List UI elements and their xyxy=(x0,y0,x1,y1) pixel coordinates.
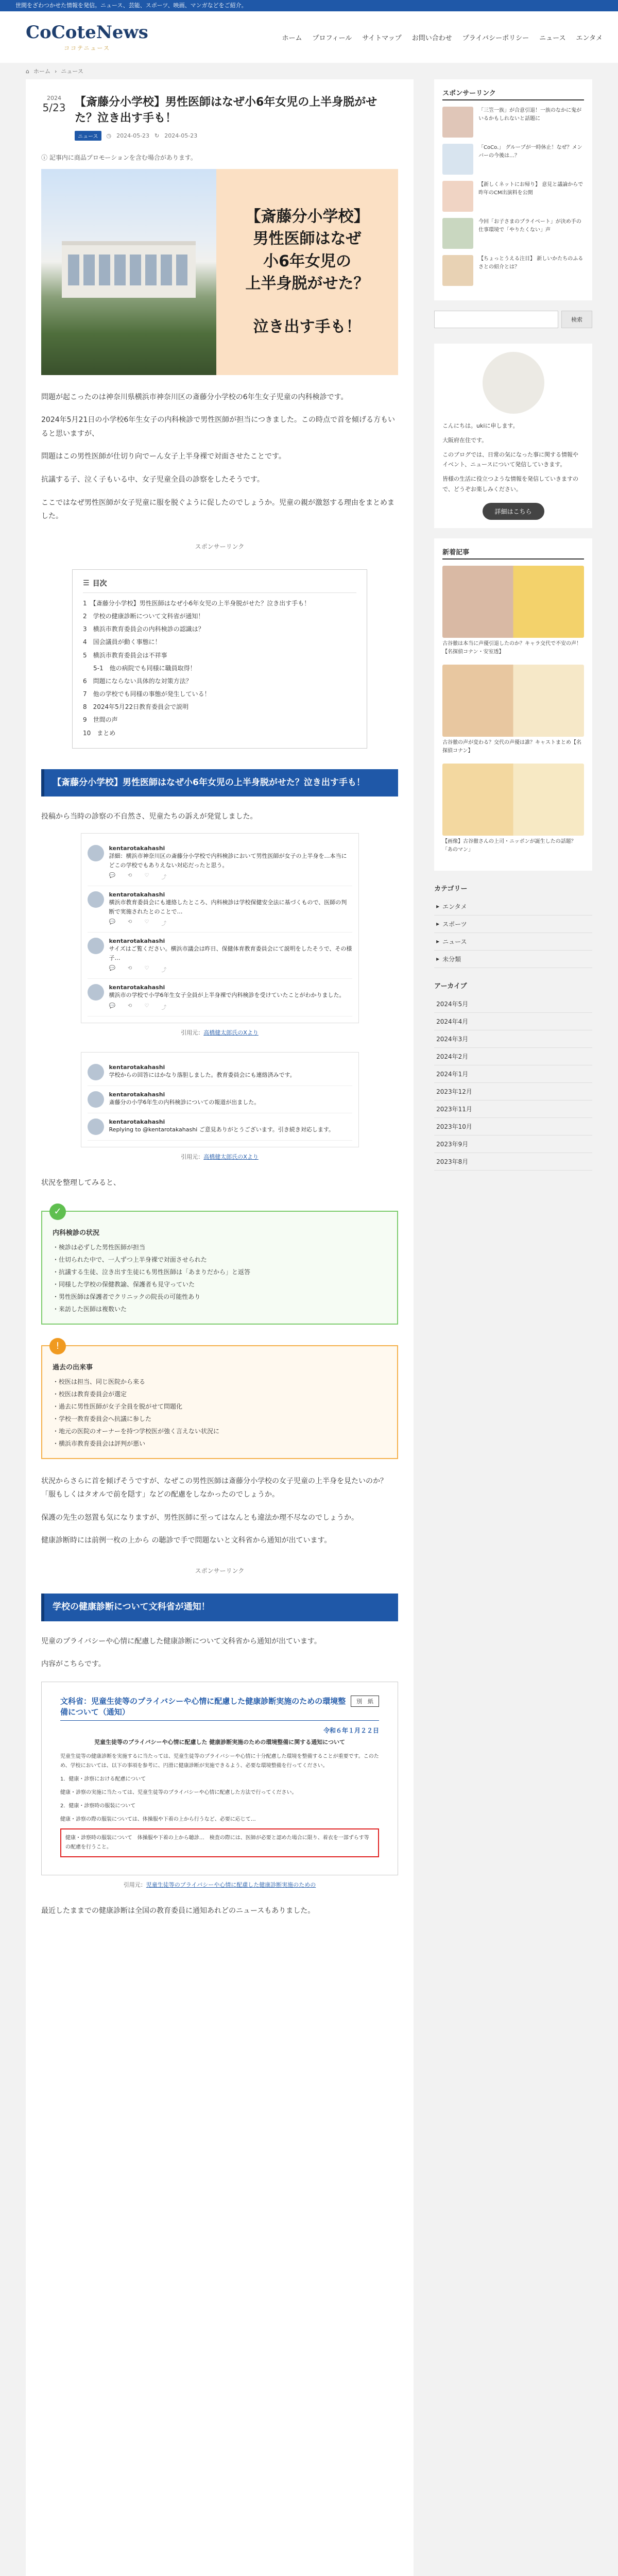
paragraph: 内容がこちらです。 xyxy=(41,1660,106,1669)
share-icon[interactable]: ⤴ xyxy=(161,921,167,927)
archive-title: アーカイブ xyxy=(434,982,467,990)
new-post-caption[interactable]: 古谷徹の声が変わる？交代の声優は誰？キャストまとめ【名探偵コナン】 xyxy=(442,739,582,754)
tweet[interactable] xyxy=(88,886,352,933)
toc-item[interactable]: 3 横浜市教育委員会の内科検診の認識は？ xyxy=(83,625,204,633)
page-title: 【斎藤分小学校】男性医師はなぜ小6年女児の上半身脱がせた？泣き出す手も！ xyxy=(75,96,377,125)
profile-text: このブログでは、日常の気になった事に関する情報やイベント、ニュースについて発信していきます。 xyxy=(442,451,579,468)
tweet[interactable] xyxy=(88,1113,352,1141)
doc-highlight: 健康・診察時の服装について 体操服や下着の上から聴診… 検査の際には、医師が必要と認めた場合に限り、着衣を一部ずらす等の配慮を行うこと。 xyxy=(60,1828,379,1857)
tweet-author[interactable]: kentarotakahashi xyxy=(109,984,165,991)
tweet-author[interactable]: kentarotakahashi xyxy=(109,1118,165,1126)
box-item: ・地元の医院のオーナーを持つ学校医が強く言えない状況に xyxy=(53,1427,220,1435)
category-badge[interactable]: ニュース xyxy=(75,131,101,141)
embedded-tweets xyxy=(81,833,359,1023)
ad-text[interactable]: 「三笠一族」が合意引退！一族のなかに鬼がいるかもしれないと話題に xyxy=(478,108,582,122)
ad-text[interactable]: 【ちょっとうえる注目】 新しいかたちのふるさとの紹介とは？ xyxy=(478,256,583,270)
tweet-text: 詳細：横浜市神奈川区の斎藤分小学校で内科検診において男性医師が女子の上半身を…本当にどこの学校でもありえない対応だったと思う。 xyxy=(109,852,347,869)
site-header xyxy=(0,11,618,63)
box-item: ・抗議する生徒、泣き出す生徒にも男性医師は「あまりだから」と返答 xyxy=(53,1268,251,1276)
paragraph: 児童のプライバシーや心情に配慮した健康診断について文科省から通知が出ています。 xyxy=(41,1637,321,1646)
avatar[interactable] xyxy=(88,1064,104,1080)
new-post-image[interactable] xyxy=(442,665,584,737)
tweet[interactable] xyxy=(88,1086,352,1113)
archive-item[interactable]: 2024年4月 xyxy=(434,1013,592,1030)
promo-text: 記事内に商品プロモーションを含む場合があります。 xyxy=(49,154,197,161)
check-icon: ✓ xyxy=(49,1204,66,1220)
hero-panel xyxy=(216,169,398,375)
tweet-actions xyxy=(109,919,352,927)
doc-paragraph: 健康・診察の際の服装については、体操服や下着の上から行うなど、必要に応じて… xyxy=(60,1817,256,1823)
new-posts xyxy=(434,538,592,871)
profile-card xyxy=(434,344,592,528)
toc-item[interactable]: 4 国会議員が動く事態に！ xyxy=(83,638,161,646)
reply-icon[interactable]: 💬 xyxy=(109,965,115,972)
folder-icon: ▸ xyxy=(436,938,440,945)
new-post-image[interactable] xyxy=(442,764,584,836)
tweet-author[interactable]: kentarotakahashi xyxy=(109,1064,165,1071)
doc-kind: 別 紙 xyxy=(351,1696,379,1707)
tweet-text: 横浜市教育委員会にも連絡したところ、内科検診は学校保健安全法に基づくもので、医師の判断で実施されたとのことで… xyxy=(109,899,347,915)
paragraph: 状況を整理してみると、 xyxy=(41,1179,121,1188)
ad-item[interactable] xyxy=(442,255,584,286)
title-area xyxy=(75,95,398,141)
profile-text: 大阪府在住です。 xyxy=(442,436,488,444)
avatar[interactable] xyxy=(88,845,104,861)
retweet-icon[interactable]: ⟲ xyxy=(127,965,132,972)
sidebar-sponsor xyxy=(434,79,592,300)
breadcrumb-home[interactable]: ホーム xyxy=(33,68,50,75)
caption-prefix: 引用元： xyxy=(181,1029,204,1037)
reply-icon[interactable]: 💬 xyxy=(109,919,115,925)
toc-item[interactable]: 2 学校の健康診断について文科省が通知！ xyxy=(83,612,204,620)
info-icon: ⓘ xyxy=(41,154,49,161)
post-date-box xyxy=(41,95,67,114)
like-icon[interactable]: ♡ xyxy=(144,919,149,925)
home-icon: ⌂ xyxy=(26,67,29,75)
source-caption xyxy=(41,1880,398,1889)
content-wrap xyxy=(0,79,618,2576)
source-caption xyxy=(41,1028,398,1037)
ad-thumbnail[interactable] xyxy=(442,107,473,138)
chevron-right-icon: › xyxy=(54,67,57,75)
toc-title: 目次 xyxy=(92,579,107,588)
toc-item[interactable]: 9 世間の声 xyxy=(83,716,118,724)
nav-contact[interactable]: お問い合わせ xyxy=(411,34,452,42)
sidebar-sponsor-label: スポンサーリンク xyxy=(442,88,584,100)
new-post-card[interactable] xyxy=(442,764,584,854)
source-link[interactable]: 高橋健太郎氏のXより xyxy=(203,1029,259,1037)
archive-item[interactable]: 2024年2月 xyxy=(434,1048,592,1065)
box-item: ・学校一教育委員会へ抗議に参した xyxy=(53,1415,152,1422)
ad-thumbnail[interactable] xyxy=(442,181,473,212)
box-item: ・仕切られた中で、一人ずつ上半身裸で対面させられた xyxy=(53,1256,207,1263)
box-title: 過去の出来事 xyxy=(53,1363,93,1371)
ad-thumbnail[interactable] xyxy=(442,218,473,249)
tweet-text: Replying to @kentarotakahashi ご意見ありがとうございます。引き続き対応します。 xyxy=(109,1126,335,1133)
paragraph: 2024年5月21日の小学校6年生女子の内科検診で男性医師が担当につきました。この時点で首を傾げる方もいると思いますが、 xyxy=(41,416,395,438)
archive-item[interactable]: 2023年12月 xyxy=(434,1083,592,1100)
tweet-text: 横浜市の学校で小学6年生女子全員が上半身裸で内科検診を受けていたことがわかりました。 xyxy=(109,992,345,999)
doc-paragraph: 1．健康・診察における配慮について xyxy=(60,1776,146,1783)
school-building xyxy=(62,241,196,298)
section-heading: 【斎藤分小学校】男性医師はなぜ小6年女児の上半身脱がせた？泣き出す手も！ xyxy=(41,769,398,797)
breadcrumb xyxy=(0,63,618,79)
like-icon[interactable]: ♡ xyxy=(144,1003,149,1009)
tweet-actions xyxy=(109,965,352,973)
tweet[interactable] xyxy=(88,1059,352,1086)
box-item: ・来訪した医師は複数いた xyxy=(53,1305,127,1313)
doc-paragraph: 2．健康・診察時の服装について xyxy=(60,1803,136,1809)
box-item: ・男性医師は保護者でクリニックの院長の可能性あり xyxy=(53,1293,201,1300)
nav-entertainment[interactable]: エンタメ xyxy=(576,34,603,42)
school-photo xyxy=(41,169,216,375)
sponsor-label: スポンサーリンク xyxy=(195,543,245,550)
hero-line: 男性医師はなぜ xyxy=(253,230,362,248)
caption-prefix: 引用元： xyxy=(123,1882,146,1889)
nav-news[interactable]: ニュース xyxy=(539,34,566,42)
avatar[interactable] xyxy=(88,1118,104,1135)
toc-item[interactable]: 7 他の学校でも同様の事態が発生している！ xyxy=(83,690,211,698)
ad-text[interactable]: 【新しくネットにお帰り】 意見と議論からで昨年のCM出演料を公開 xyxy=(478,182,583,196)
article xyxy=(26,79,414,2576)
avatar[interactable] xyxy=(88,938,104,954)
archive-item[interactable]: 2023年8月 xyxy=(434,1153,592,1171)
avatar[interactable] xyxy=(88,1091,104,1108)
hero-line: 小6年女児の xyxy=(263,252,351,270)
logo-title[interactable]: CoCoteNews xyxy=(26,22,148,43)
category-title: カテゴリー xyxy=(434,885,468,893)
source-link[interactable]: 高橋健太郎氏のXより xyxy=(203,1154,259,1161)
updated-date: 2024-05-23 xyxy=(164,132,198,139)
doc-date: 令和６年１月２２日 xyxy=(323,1726,380,1734)
nav-home[interactable]: ホーム xyxy=(282,34,302,42)
profile-text: 皆様の生活に役立つような情報を発信していきますので、どうぞお楽しみください。 xyxy=(442,476,579,493)
avatar xyxy=(483,352,544,414)
tweet-text: 学校からの回答にはかなり落胆しました。教育委員会にも連絡済みです。 xyxy=(109,1072,296,1079)
doc-title: 文科省：児童生徒等のプライバシーや心情に配慮した健康診断実施のための環境整備について（通知） xyxy=(60,1696,379,1721)
avatar[interactable] xyxy=(88,891,104,908)
paragraph: 問題が起こったのは神奈川県横浜市神奈川区の斎藤分小学校の6年生女子児童の内科検診です。 xyxy=(41,393,348,401)
logo-subtitle: ココテニュース xyxy=(63,45,110,52)
tweet-text: サイズはご覧ください。横浜市議会は昨日、保健体育教育委員会にて説明をしたそうで、その様子… xyxy=(109,945,352,961)
like-icon[interactable]: ♡ xyxy=(144,965,149,972)
sidebar xyxy=(434,79,592,2576)
folder-icon: ▸ xyxy=(436,955,440,963)
box-item: ・過去に男性医師が女子全員を脱がせて問題化 xyxy=(53,1402,183,1410)
toc-item[interactable]: 6 問題にならない具体的な対策方法？ xyxy=(83,677,192,685)
archive-item[interactable]: 2023年10月 xyxy=(434,1118,592,1136)
toc-item[interactable]: 8 2024年5月22日教育委員会で説明 xyxy=(83,703,189,711)
new-post-card[interactable] xyxy=(442,566,584,656)
new-post-card[interactable] xyxy=(442,665,584,755)
tweet[interactable] xyxy=(88,979,352,1016)
new-post-caption[interactable]: 【画像】古谷徹さんの上司・ニッポンが誕生したの話題？「あのマン」 xyxy=(442,838,576,853)
ad-item[interactable] xyxy=(442,218,584,249)
hero-image xyxy=(41,169,398,375)
new-post-image[interactable] xyxy=(442,566,584,638)
hero-line: 上半身脱がせた？ xyxy=(245,275,369,293)
category-label[interactable]: ニュース xyxy=(442,938,467,945)
hero-tail: 泣き出す手も！ xyxy=(253,317,362,336)
tweet[interactable] xyxy=(88,933,352,979)
sponsor-label: スポンサーリンク xyxy=(195,1567,245,1575)
source-caption xyxy=(41,1153,398,1161)
search-form xyxy=(434,311,592,328)
category-item[interactable] xyxy=(434,898,592,916)
global-nav xyxy=(282,32,603,42)
paragraph: ここではなぜ男性医師が女子児童に服を脱ぐように促したのでしょうか。児童の親が激怒する理由をまとめました。 xyxy=(41,498,394,521)
reply-icon[interactable]: 💬 xyxy=(109,1003,115,1009)
category-item[interactable] xyxy=(434,916,592,933)
post-year: 2024 xyxy=(47,95,61,101)
nav-profile[interactable]: プロフィール xyxy=(312,34,352,42)
folder-icon: ▸ xyxy=(436,920,440,928)
promo-notice xyxy=(41,153,398,162)
list-icon: ☰ xyxy=(83,579,90,587)
archive-item[interactable]: 2023年11月 xyxy=(434,1100,592,1118)
share-icon[interactable]: ⤴ xyxy=(161,875,167,881)
share-icon[interactable]: ⤴ xyxy=(161,1005,167,1011)
paragraph: 健康診断時には前例一枚の上から の聴診で手で問題ないと文科省から通知が出ています。 xyxy=(41,1536,332,1545)
toc-item[interactable]: 5 横浜市教育委員会は不祥事 xyxy=(83,651,167,659)
new-post-caption[interactable]: 古谷徹は本当に声優引退したのか？キャラ交代で不安の声！【名探偵コナン・安室透】 xyxy=(442,640,582,655)
ad-text[interactable]: 今回「お子さまのプライベート」が決め手の仕事環境で「やりたくない」声 xyxy=(478,219,581,233)
published-date: 2024-05-23 xyxy=(116,132,150,139)
doc-paragraph: 健康・診察の実施に当たっては、児童生徒等のプライバシーや心情に配慮した方法で行ってください。 xyxy=(60,1790,297,1796)
box-item: ・校医は教育委員会が選定 xyxy=(53,1390,127,1398)
reply-icon[interactable]: 💬 xyxy=(109,873,115,879)
toc-item[interactable]: 1 【斎藤分小学校】男性医師はなぜ小6年女児の上半身脱がせた？泣き出す手も！ xyxy=(83,599,311,607)
profile-more-button[interactable]: 詳細はこちら xyxy=(483,503,544,520)
toc-subitem[interactable]: 5-1 他の病院でも同様に職員取得！ xyxy=(93,664,196,672)
nav-privacy[interactable]: プライバシーポリシー xyxy=(462,34,529,42)
paragraph: 最近したままでの健康診断は全国の教育委員に通知あれどのニュースもありました。 xyxy=(41,1907,315,1916)
paragraph: 問題はこの男性医師が仕切り向でーん女子上半身裸で対面させたことです。 xyxy=(41,452,286,461)
search-button[interactable]: 検索 xyxy=(561,311,592,328)
exclamation-icon: ! xyxy=(49,1338,66,1354)
tweet-author[interactable]: kentarotakahashi xyxy=(109,938,165,945)
search-input[interactable] xyxy=(434,311,558,328)
checkpoint-box xyxy=(41,1206,398,1325)
clock-icon: ◷ xyxy=(106,132,112,139)
refresh-icon: ↻ xyxy=(154,132,160,139)
box-item: ・校医は担当、同じ医院から来る xyxy=(53,1378,146,1385)
archive-item[interactable]: 2023年9月 xyxy=(434,1136,592,1153)
category-label[interactable]: スポーツ xyxy=(442,920,467,928)
tweet-author[interactable]: kentarotakahashi xyxy=(109,1091,165,1098)
new-posts-title: 新着記事 xyxy=(442,547,584,560)
warning-box xyxy=(41,1340,398,1459)
tweet[interactable] xyxy=(88,840,352,886)
caption-prefix: 引用元： xyxy=(181,1154,204,1161)
doc-subtitle: 児童生徒等のプライバシーや心情に配慮した 健康診断実施のための環境整備に関する通知について xyxy=(94,1738,346,1745)
tweet-actions xyxy=(109,1003,345,1011)
avatar[interactable] xyxy=(88,984,104,1001)
topbar: 世間をざわつかせた情報を発信。ニュース、芸能、スポーツ、映画、マンガなどをご紹介。 xyxy=(0,0,618,11)
category-item[interactable] xyxy=(434,933,592,951)
toc-item[interactable]: 10 まとめ xyxy=(83,729,116,737)
archive-item[interactable]: 2024年1月 xyxy=(434,1065,592,1083)
hero-line: 【斎藤分小学校】 xyxy=(245,207,369,226)
site-logo[interactable] xyxy=(26,22,148,52)
post-meta xyxy=(75,131,398,141)
retweet-icon[interactable]: ⟲ xyxy=(127,1003,132,1009)
post-date: 5/23 xyxy=(42,101,66,114)
ad-item[interactable] xyxy=(442,181,584,212)
share-icon[interactable]: ⤴ xyxy=(161,968,167,974)
box-title: 内科検診の状況 xyxy=(53,1229,100,1237)
section-heading: 学校の健康診断について文科省が通知！ xyxy=(41,1594,398,1621)
ad-thumbnail[interactable] xyxy=(442,144,473,175)
retweet-icon[interactable]: ⟲ xyxy=(127,873,132,879)
notice-document xyxy=(41,1682,398,1876)
tweet-author[interactable]: kentarotakahashi xyxy=(109,844,165,852)
category-item[interactable] xyxy=(434,951,592,968)
category-label[interactable]: 未分類 xyxy=(442,955,461,963)
archive-item[interactable]: 2024年5月 xyxy=(434,995,592,1013)
embedded-tweets xyxy=(81,1052,359,1147)
paragraph: 抗議する子、泣く子もいる中、女子児童全員の診察をしたそうです。 xyxy=(41,475,264,484)
retweet-icon[interactable]: ⟲ xyxy=(127,919,132,925)
paragraph: 状況からさらに首を傾げそうですが、なぜこの男性医師は斎藤分小学校の女子児童の上半身を見たいのか？「服もしくはタオルで前を隠す」などの配慮をしなかったのでしょうか。 xyxy=(41,1477,387,1499)
doc-paragraph: 児童生徒等の健康診断を実施するに当たっては、児童生徒等のプライバシーや心情に十分配慮した環境を整備することが重要です。このため、学校においては、以下の事項を参考に、円滑に健康診断が実施できるよう、必要な環境整備を行ってください。 xyxy=(60,1754,379,1769)
tweet-text: 斎藤分の小学6年生の内科検診についての報道が出ました。 xyxy=(109,1099,260,1106)
profile-text: こんにちは。ukiに申します。 xyxy=(442,422,519,429)
breadcrumb-news[interactable]: ニュース xyxy=(61,68,83,75)
folder-icon: ▸ xyxy=(436,903,440,910)
nav-sitemap[interactable]: サイトマップ xyxy=(362,34,402,42)
ad-thumbnail[interactable] xyxy=(442,255,473,286)
box-item: ・横浜市教育委員会は評判が悪い xyxy=(53,1439,146,1447)
box-item: ・検診は必ずした男性医師が担当 xyxy=(53,1243,146,1251)
like-icon[interactable]: ♡ xyxy=(144,873,149,879)
category-label[interactable]: エンタメ xyxy=(442,903,467,910)
ad-item[interactable] xyxy=(442,107,584,138)
ad-text[interactable]: 「CoCo.」 グループが一時休止！なぜ？メンバーの今後は…？ xyxy=(478,145,582,159)
table-of-contents xyxy=(72,569,367,749)
archive-item[interactable]: 2024年3月 xyxy=(434,1030,592,1048)
tweet-author[interactable]: kentarotakahashi xyxy=(109,891,165,899)
ad-item[interactable] xyxy=(442,144,584,175)
box-item: ・同様した学校の保健教諭、保護者も見守っていた xyxy=(53,1280,195,1288)
paragraph: 投稿から当時の診察の不自然さ、児童たちの訴えが発覚しました。 xyxy=(41,812,258,821)
toc-header[interactable] xyxy=(83,578,356,593)
source-link[interactable]: 児童生徒等のプライバシーや心情に配慮した健康診断実施のための xyxy=(146,1882,316,1889)
paragraph: 保護の先生の怒置も気になりますが、男性医師に至ってはなんとも違法か理不尽なのでしょうか。 xyxy=(41,1513,358,1522)
tweet-actions xyxy=(109,873,352,880)
